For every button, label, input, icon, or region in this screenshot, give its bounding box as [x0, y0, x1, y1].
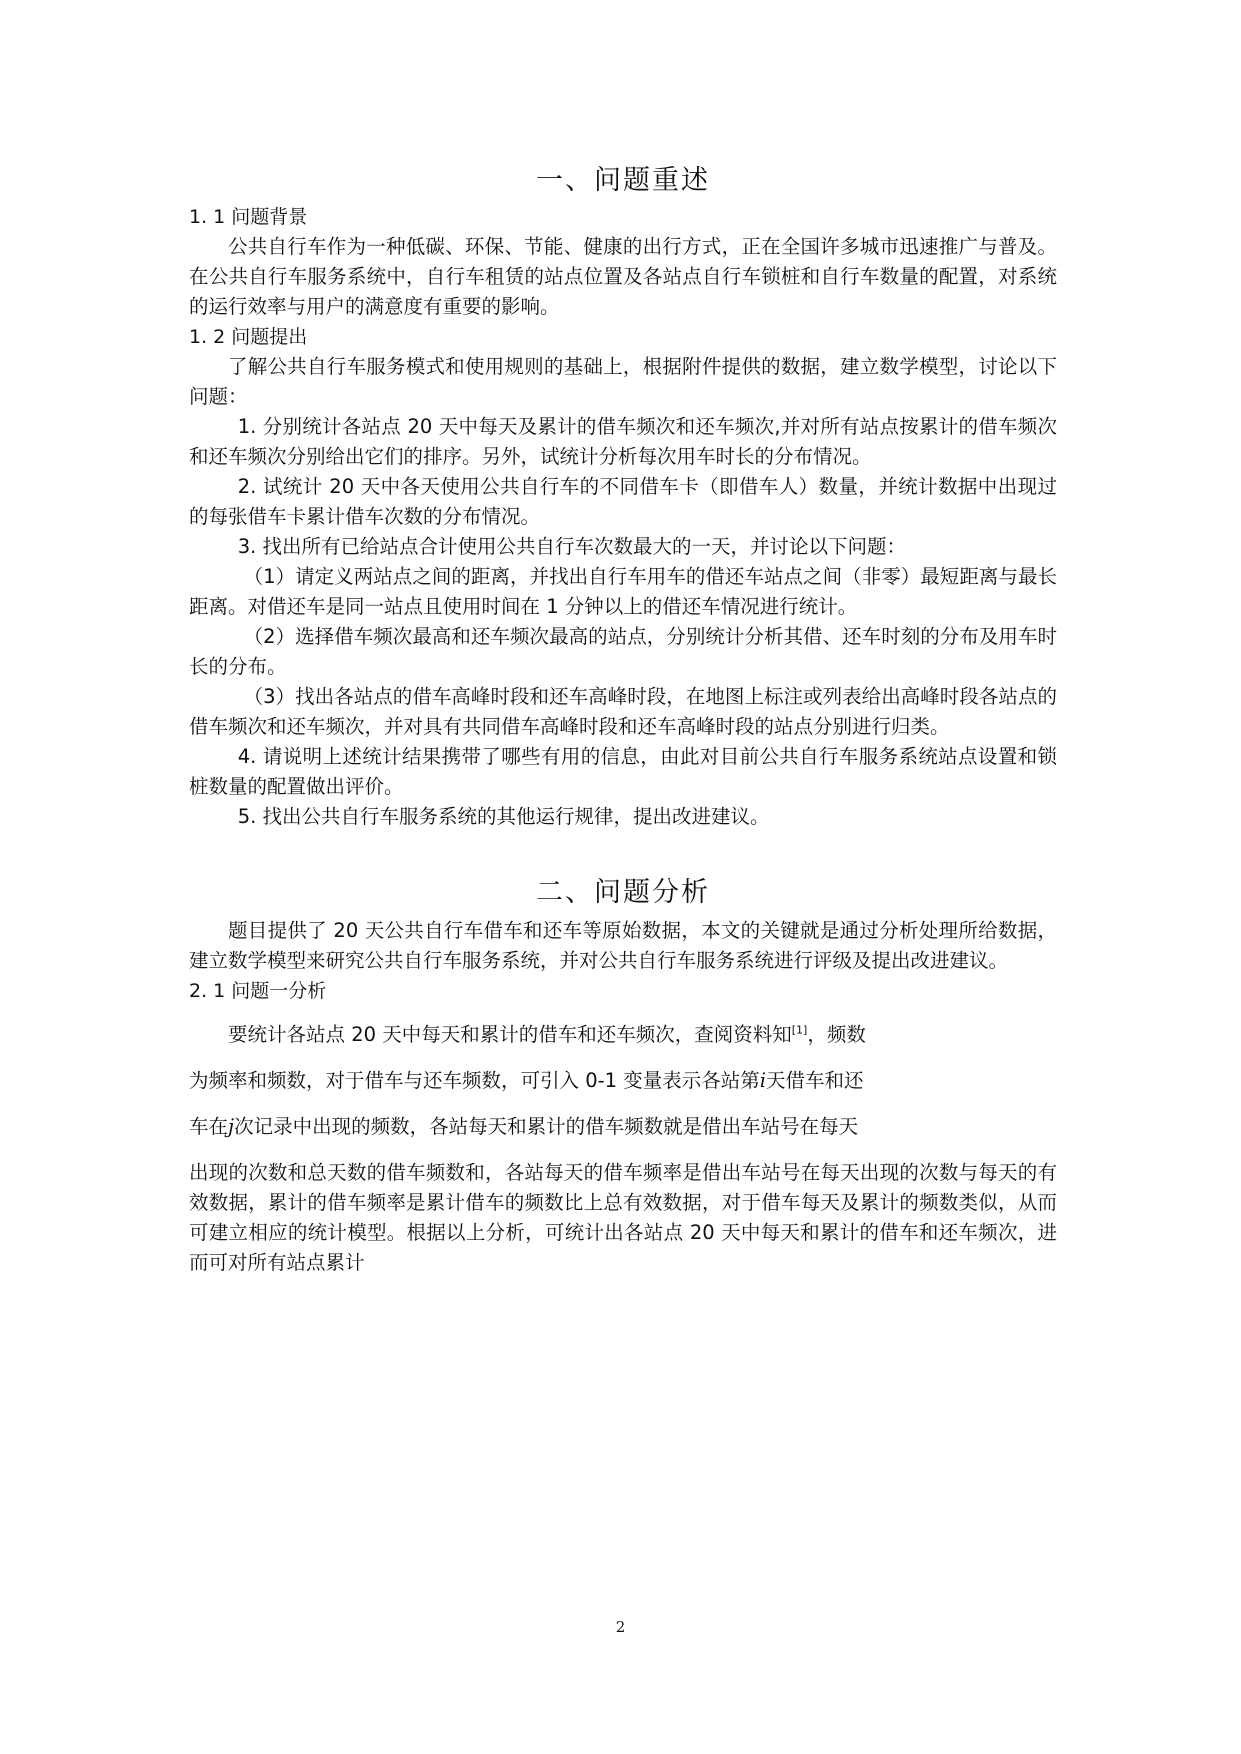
text-span: 为频率和频数，对于借车与还车频数，可引入 0-1 变量表示各站第 [189, 1069, 760, 1092]
subsection-title: 1. 2 问题提出 [189, 326, 308, 348]
list-subitem: （1）请定义两站点之间的距离，并找出自行车用车的借还车站点之间（非零）最短距离与最长距离。对借还车是同一站点且使用时间在 1 分钟以上的借还车情况进行统计。 [189, 565, 1057, 618]
list-item: 2. 试统计 20 天中各天使用公共自行车的不同借车卡（即借车人）数量，并统计数据中出现过的每张借车卡累计借车次数的分布情况。 [189, 475, 1057, 528]
page-content [189, 160, 1057, 1278]
text-span: 天借车和还 [766, 1069, 864, 1092]
subsection-title: 1. 1 问题背景 [189, 206, 308, 228]
list-item: 3. 找出所有已给站点合计使用公共自行车次数最大的一天，并讨论以下问题： [237, 535, 907, 558]
list-item: 1. 分别统计各站点 20 天中每天及累计的借车频次和还车频次,并对所有站点按累计的借车频次和还车频次分别给出它们的排序。另外，试统计分析每次用车时长的分布情况。 [189, 415, 1057, 468]
text-span: ，频数 [807, 1023, 866, 1046]
paragraph-line [189, 1058, 1057, 1104]
math-variable: i [759, 1069, 766, 1092]
section-title: 一、问题重述 [536, 165, 710, 196]
paragraph-line [189, 1104, 1057, 1150]
list-subitem: （3）找出各站点的借车高峰时段和还车高峰时段，在地图上标注或列表给出高峰时段各站点的借车频次和还车频次，并对具有共同借车高峰时段和还车高峰时段的站点分别进行归类。 [189, 685, 1057, 738]
list-item: 4. 请说明上述统计结果携带了哪些有用的信息，由此对目前公共自行车服务系统站点设置和锁桩数量的配置做出评价。 [189, 745, 1057, 798]
math-variable: j [228, 1115, 235, 1138]
text-span: 次记录中出现的频数，各站每天和累计的借车频数就是借出车站号在每天 [234, 1115, 859, 1138]
paragraph: 题目提供了 20 天公共自行车借车和还车等原始数据，本文的关键就是通过分析处理所给数据，建立数学模型来研究公共自行车服务系统，并对公共自行车服务系统进行评级及提出改进建议。 [189, 919, 1057, 972]
citation-ref: [1] [791, 1023, 808, 1037]
paragraph: 了解公共自行车服务模式和使用规则的基础上，根据附件提供的数据，建立数学模型，讨论以下问题： [189, 355, 1057, 408]
subsection-title: 2. 1 问题一分析 [189, 980, 327, 1002]
paragraph: 公共自行车作为一种低碳、环保、节能、健康的出行方式，正在全国许多城市迅速推广与普及。在公共自行车服务系统中，自行车租赁的站点位置及各站点自行车锁桩和自行车数量的配置，对系统的运行效率与用户的满意度有重要的影响。 [189, 235, 1057, 318]
page-number: 2 [615, 1618, 626, 1636]
text-span: 要统计各站点 20 天中每天和累计的借车和还车频次，查阅资料知 [228, 1023, 792, 1046]
paragraph-line [189, 1012, 1057, 1058]
text-span: 车在 [189, 1115, 229, 1138]
section-title: 二、问题分析 [536, 877, 710, 908]
paragraph: 出现的次数和总天数的借车频数和，各站每天的借车频率是借出车站号在每天出现的次数与每天的有效数据，累计的借车频率是累计借车的频数比上总有效数据，对于借车每天及累计的频数类似，从而可建立相应的统计模型。根据以上分析，可统计出各站点 20 天中每天和累计的借车和还车频次，进而可对所有站点累计 [189, 1161, 1057, 1274]
list-subitem: （2）选择借车频次最高和还车频次最高的站点，分别统计分析其借、还车时刻的分布及用车时长的分布。 [189, 625, 1057, 678]
list-item: 5. 找出公共自行车服务系统的其他运行规律，提出改进建议。 [237, 805, 770, 828]
